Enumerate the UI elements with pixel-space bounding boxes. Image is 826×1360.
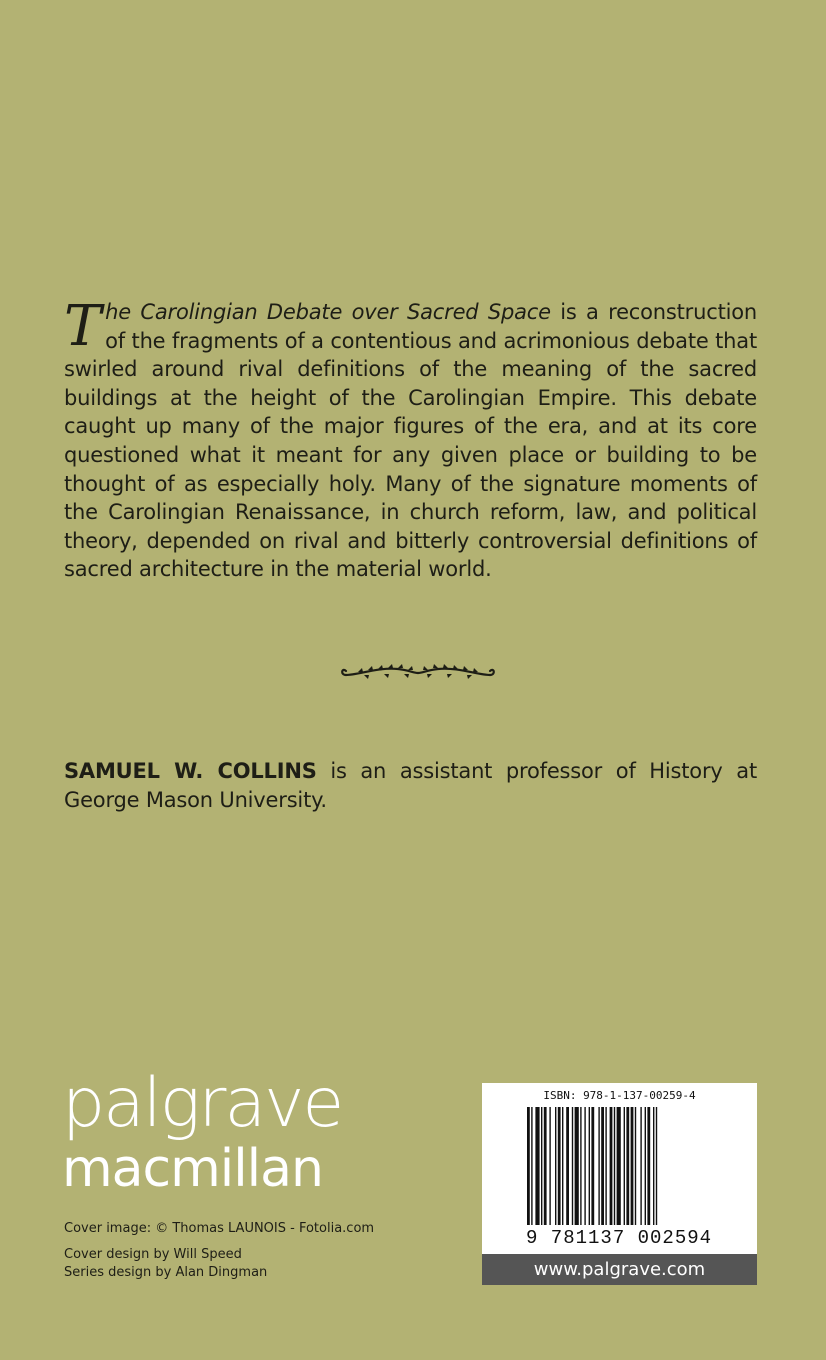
website-link[interactable]: www.palgrave.com (482, 1254, 757, 1285)
description-paragraph (64, 294, 757, 584)
barcode-number: 9 781137 002594 (526, 1227, 713, 1249)
author-bio-text: is an assistant professor of History at George Mason University. (64, 759, 757, 812)
cover-image-credit: Cover image: © Thomas LAUNOIS - Fotolia.com (64, 1221, 375, 1236)
cover-design-credit: Cover design by Will Speed (64, 1247, 242, 1262)
logo-line-1: palgrave (62, 1064, 343, 1143)
credits (64, 1220, 374, 1282)
isbn-label: ISBN: 978-1-137-00259-4 (543, 1089, 696, 1102)
drop-cap: T (64, 294, 102, 359)
barcode-icon (527, 1107, 717, 1225)
author-bio (64, 757, 757, 814)
publisher-logo (62, 1064, 343, 1199)
ornament-divider-icon (338, 657, 498, 687)
barcode-panel (482, 1083, 757, 1285)
series-design-credit: Series design by Alan Dingman (64, 1265, 268, 1280)
book-title-italic: he Carolingian Debate over Sacred Space (105, 300, 551, 324)
logo-line-2: macmillan (62, 1139, 323, 1199)
description-text: is a reconstruction of the fragments of a contentious and acrimonious debate that swirled around rival definitions of the meaning of the sacred buildings at the height of the Carolingian Empire. This debate caught up many of the major figures of the era, and at its core questioned what it meant for any given place or building to be thought of as especially holy. Many of the signature moments of the Carolingian Renaissance, in church reform, law, and political theory, depended on rival and bitterly controversial definitions of sacred architecture in the material world. (64, 300, 757, 582)
author-name: SAMUEL W. COLLINS (64, 759, 317, 783)
